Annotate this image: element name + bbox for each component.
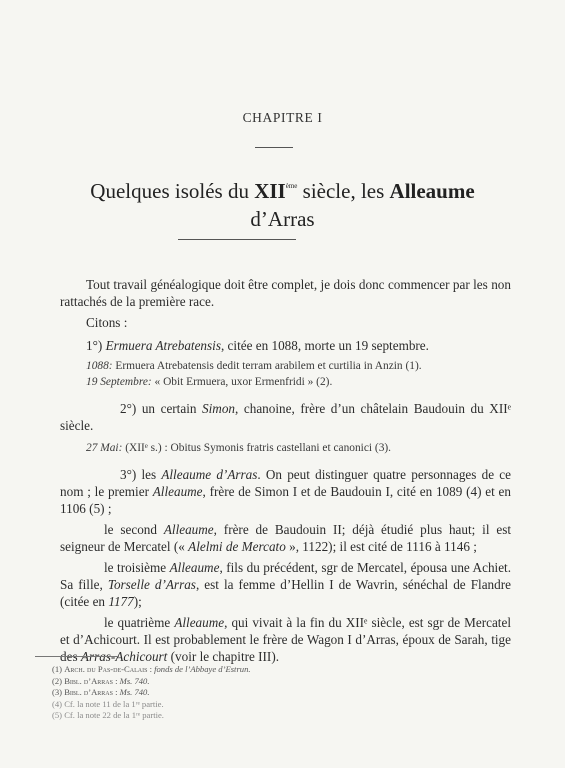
fourth-name-2: Arras-Achicourt [80,649,168,664]
fourth-alleaume [60,614,511,665]
footnote-reference: Ms. 740. [119,687,150,697]
footnote [52,676,452,688]
footnote-number: (4) [52,698,63,709]
title-rule [178,239,296,240]
item-3-name: Alleaume d’Arras [161,467,258,482]
item-1-text: , citée en 1088, morte un 19 septembre. [220,338,429,353]
footnote-source: Bibl. d’Arras [64,687,113,697]
second-text-b: », 1122); il est cité de 1116 à 1146 ; [285,539,477,554]
quote-1b-text: « Obit Ermuera, uxor Ermenfridi » (2). [151,376,333,388]
title-numeral: XII [254,179,286,203]
title-superscript: ème [285,182,298,190]
second-pre: le second [104,522,164,537]
fourth-pre: le quatrième [104,615,175,630]
chapter-heading: CHAPITRE I [242,110,323,125]
third-year: 1177 [108,594,134,609]
title-line-2: d’Arras [250,207,315,231]
quote-1b-date: 19 Septembre: [86,376,152,388]
footnote-source: Arch. du Pas-de-Calais [64,664,148,674]
second-text-a: , frère de Baudouin II; déjà étudié plus haut; il est seigneur de Mercatel (« [60,522,512,554]
title-part-2: siècle, les [297,179,390,203]
footnote [52,687,452,699]
second-alleaume [60,521,511,555]
item-1 [60,337,511,354]
fourth-text-b: (voir le chapitre III). [167,649,280,664]
quote-2-date: 27 Mai: [86,442,123,454]
item-3-text-b: , frère de Simon I et de Baudouin I, cité en 1089 (4) et en 1106 (5) ; [60,484,511,516]
third-alleaume [60,559,511,610]
footnote-separator: : [147,664,155,674]
footnotes [52,664,452,722]
quote-1a-text: Ermuera Atrebatensis dedit terram arabilem et curtilia in Anzin (1). [112,360,422,372]
footnote-source: Cf. la note 11 de la 1ʳᵉ partie. [64,698,164,709]
footnote-number: (1) [52,664,63,674]
footnote-number: (3) [52,687,63,697]
second-quote: Alelmi de Mercato [188,539,286,554]
footnote-separator: : [112,687,120,697]
third-text-a: , fils du précédent, sgr de Mercatel, épousa une Achiet. Sa fille, [60,560,512,592]
quote-2 [60,440,511,456]
footnote-rule [35,656,119,657]
item-2 [60,400,511,434]
item-1-name: Ermuera Atrebatensis [105,338,221,353]
quote-2-text: (XIIᵉ s.) : Obitus Symonis fratris castellani et canonici (3). [122,442,392,454]
footnote-number: (2) [52,675,63,686]
item-3 [60,466,511,517]
footnote-reference: Ms. 740. [119,675,150,686]
item-3-text-a: . On peut distinguer quatre personnages de ce nom ; le premier [60,467,511,499]
chapter-rule [255,147,293,148]
fourth-text-a: , qui vivait à la fin du XIIᵉ siècle, est sgr de Mercatel et d’Achicourt. Il est probablement le frère de Wagon I d’Arras, époux de Sarah, tige des [60,615,511,664]
intro-paragraph: Tout travail généalogique doit être complet, je dois donc commencer par les non rattachés de la première race. [60,277,511,309]
third-text-b: , est la femme d’Hellin I de Wavrin, sénéchal de Flandre (citée en [60,577,511,609]
body-text [60,276,511,665]
footnote [52,664,452,676]
footnote-separator: : [112,675,120,686]
title-part-1: Quelques isolés du [90,179,255,203]
second-name: Alleaume [163,522,214,537]
third-name-2: Torselle d’Arras [107,577,196,592]
item-2-text: , chanoine, frère d’un châtelain Baudouin du XIIᵉ siècle. [60,401,511,433]
quote-1a-date: 1088: [86,360,113,372]
item-1-number: 1°) [86,338,106,353]
third-pre: le troisième [104,560,170,575]
third-name: Alleaume [169,560,220,575]
quote-1b [60,374,511,390]
footnote-source: Cf. la note 22 de la 1ʳᵉ partie. [64,710,164,720]
footnote [52,699,452,711]
item-3-number: 3°) les [120,467,162,482]
chapter-title [20,172,545,233]
footnote-number: (5) [52,710,63,720]
item-3-name-2: Alleaume [152,484,203,499]
fourth-name: Alleaume [174,615,225,630]
quote-1a [60,358,511,374]
item-2-name: Simon [202,401,235,416]
third-text-c: ); [133,594,142,609]
item-2-number: 2°) un certain [120,401,203,416]
footnote-source: Bibl. d’Arras [64,675,113,686]
citons-line: Citons : [86,315,128,330]
footnote-reference: fonds de l’Abbaye d’Estrun. [154,664,251,674]
footnote [52,710,452,722]
title-name: Alleaume [389,179,475,203]
